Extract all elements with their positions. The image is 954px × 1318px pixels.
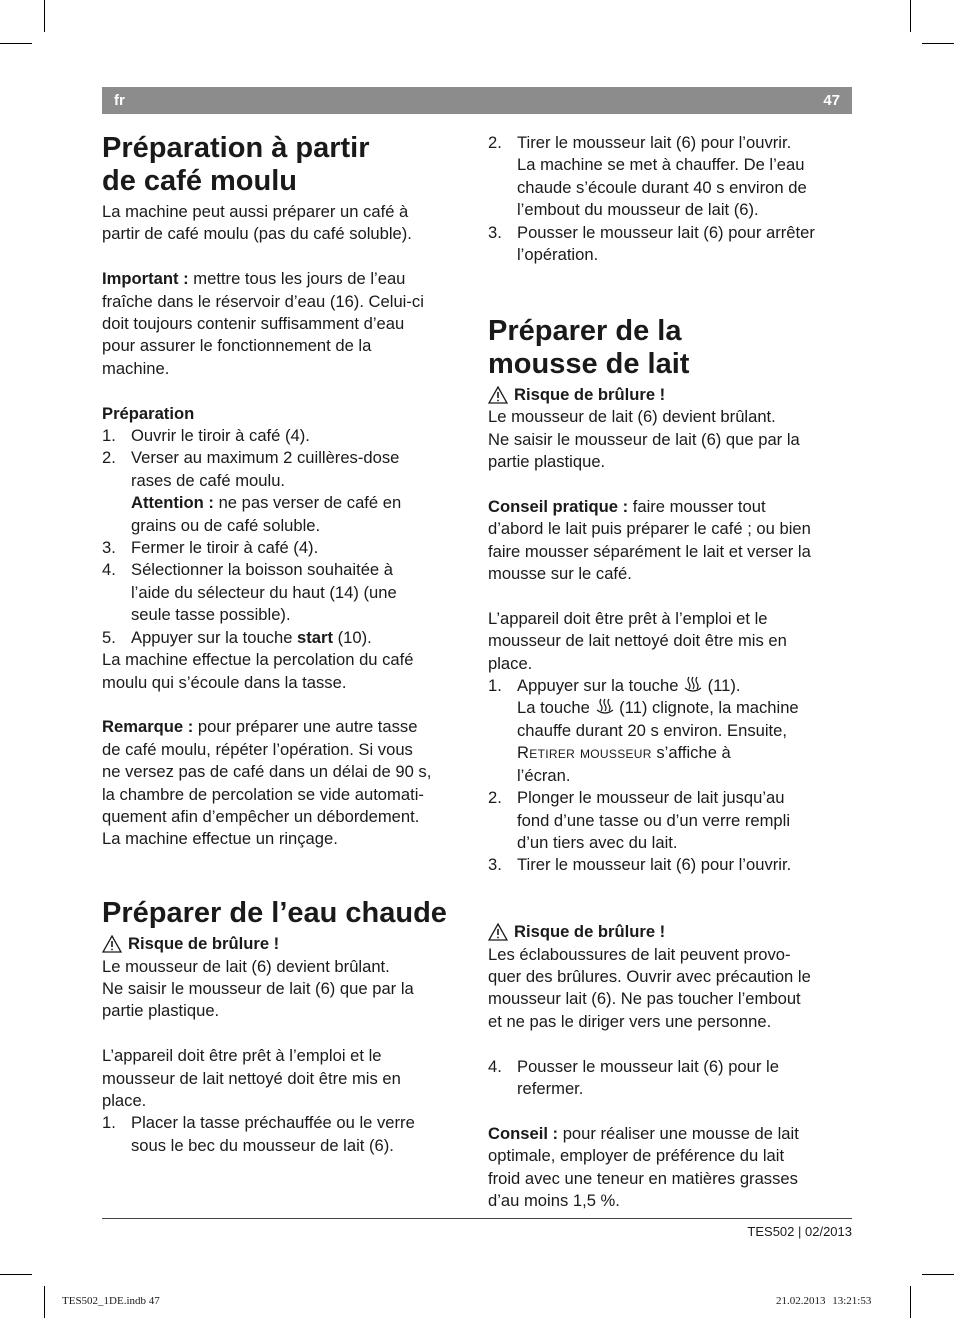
important-paragraph: Important : mettre tous les jours de l’eau fraîche dans le réservoir d’eau (16). Celui-ci doit toujours contenir suffisamment d’eau pour assurer le fonctionnement de la machine. — [102, 269, 424, 378]
intro-paragraph: La machine peut aussi préparer un café à partir de café moulu (pas du café soluble). — [102, 202, 412, 244]
steam-icon — [683, 676, 703, 693]
list-item: 1. Ouvrir le tiroir à café (4). — [102, 426, 310, 446]
after-paragraph: La machine effectue la percolation du café moulu qui s’écoule dans la tasse. — [102, 650, 414, 692]
warning-text: Le mousseur de lait (6) devient brûlant. Ne saisir le mousseur de lait (6) que par la partie plastique. — [102, 956, 414, 1021]
warning-text: Les éclaboussures de lait peuvent provo- quer des brûlures. Ouvrir avec précaution le mousseur lait (6). Ne pas toucher l’embout et ne pas le diriger vers une personne. — [488, 944, 811, 1031]
warning-triangle-icon — [488, 386, 508, 404]
warning-text: Le mousseur de lait (6) devient brûlant. Ne saisir le mousseur de lait (6) que par la partie plastique. — [488, 407, 800, 472]
right-column — [488, 132, 852, 1212]
language-code: fr — [114, 92, 125, 109]
crop-mark — [0, 43, 32, 44]
section-title-ground-coffee: Préparation à partir de café moulu — [102, 132, 370, 197]
tip-paragraph: Conseil : pour réaliser une mousse de lait optimale, employer de préférence du lait froid avec une teneur en matières grasses d’au moins 1,5 %. — [488, 1123, 799, 1210]
display-message: Retirer mousseur — [517, 743, 652, 763]
milk-foam-steps — [488, 675, 852, 877]
print-slug-date: 21.02.2013 13:21:53 — [776, 1295, 872, 1307]
warning-heading: Risque de brûlure ! — [102, 933, 466, 955]
crop-mark — [910, 1286, 911, 1318]
ready-paragraph: L’appareil doit être prêt à l’emploi et le mousseur de lait nettoyé doit être mis en place. — [488, 608, 787, 673]
preparation-steps — [102, 425, 466, 649]
milk-foam-steps-continued — [488, 1056, 852, 1101]
print-slug-file: TES502_1DE.indb 47 — [62, 1295, 160, 1307]
crop-mark — [910, 0, 911, 32]
footer-model-date: TES502 | 02/2013 — [747, 1224, 852, 1239]
remark-paragraph: Remarque : pour préparer une autre tasse de café moulu, répéter l’opération. Si vous ne versez pas de café dans un délai de 90 s, la chambre de percolation se vide automati- quement afin d’empêcher un débordement. La machine effectue un rinçage. — [102, 717, 432, 849]
list-item: 3. Tirer le mousseur lait (6) pour l’ouvrir. — [488, 855, 792, 875]
warning-triangle-icon — [488, 923, 508, 941]
crop-mark — [0, 1274, 32, 1275]
page-number: 47 — [823, 92, 840, 109]
list-item: 3. Fermer le tiroir à café (4). — [102, 538, 319, 558]
warning-heading: Risque de brûlure ! — [488, 384, 852, 406]
crop-mark — [44, 0, 45, 32]
left-column — [102, 132, 466, 1157]
preparation-heading: Préparation — [102, 403, 195, 423]
crop-mark — [922, 1274, 954, 1275]
footer-rule — [102, 1218, 852, 1219]
list-item: 1. Placer la tasse préchauffée ou le verre sous le bec du mousseur de lait (6). — [102, 1113, 415, 1155]
page-header — [102, 87, 852, 114]
list-item: 3. Pousser le mousseur lait (6) pour arrêter l’opération. — [488, 222, 815, 265]
hot-water-steps — [102, 1112, 466, 1157]
practical-tip-paragraph: Conseil pratique : faire mousser tout d’abord le lait puis préparer le café ; ou bien faire mousser séparément le lait et verser la mousse sur le café. — [488, 496, 811, 584]
list-item: 1. Appuyer sur la touche (11). La touche (11) clignote, la machine chauffe durant 20 s environ. Ensuite, Retirer mousseur s’affiche à l’écran. — [488, 676, 799, 785]
steam-icon — [595, 698, 615, 715]
ready-paragraph: L’appareil doit être prêt à l’emploi et le mousseur de lait nettoyé doit être mis en place. — [102, 1046, 401, 1110]
warning-triangle-icon — [102, 935, 122, 953]
list-item: 2. Tirer le mousseur lait (6) pour l’ouvrir. La machine se met à chauffer. De l’eau chaude s’écoule durant 40 s environ de l’embout du mousseur de lait (6). — [488, 133, 807, 220]
list-item: 5. Appuyer sur la touche start (10). — [102, 627, 372, 647]
list-item: 2. Plonger le mousseur de lait jusqu’au fond d’une tasse ou d’un verre rempli d’un tiers avec du lait. — [488, 788, 791, 852]
list-item: 2. Verser au maximum 2 cuillères-dose rases de café moulu. Attention : ne pas verser de café en grains ou de café soluble. — [102, 448, 402, 535]
warning-heading: Risque de brûlure ! — [488, 921, 852, 943]
section-title-milk-foam: Préparer de la mousse de lait — [488, 314, 690, 380]
crop-mark — [922, 43, 954, 44]
section-title-hot-water: Préparer de l’eau chaude — [102, 897, 447, 930]
list-item: 4. Pousser le mousseur lait (6) pour le refermer. — [488, 1056, 779, 1098]
list-item: 4. Sélectionner la boisson souhaitée à l’aide du sélecteur du haut (14) (une seule tasse possible). — [102, 560, 397, 625]
hot-water-steps-continued — [488, 132, 852, 266]
crop-mark — [44, 1286, 45, 1318]
